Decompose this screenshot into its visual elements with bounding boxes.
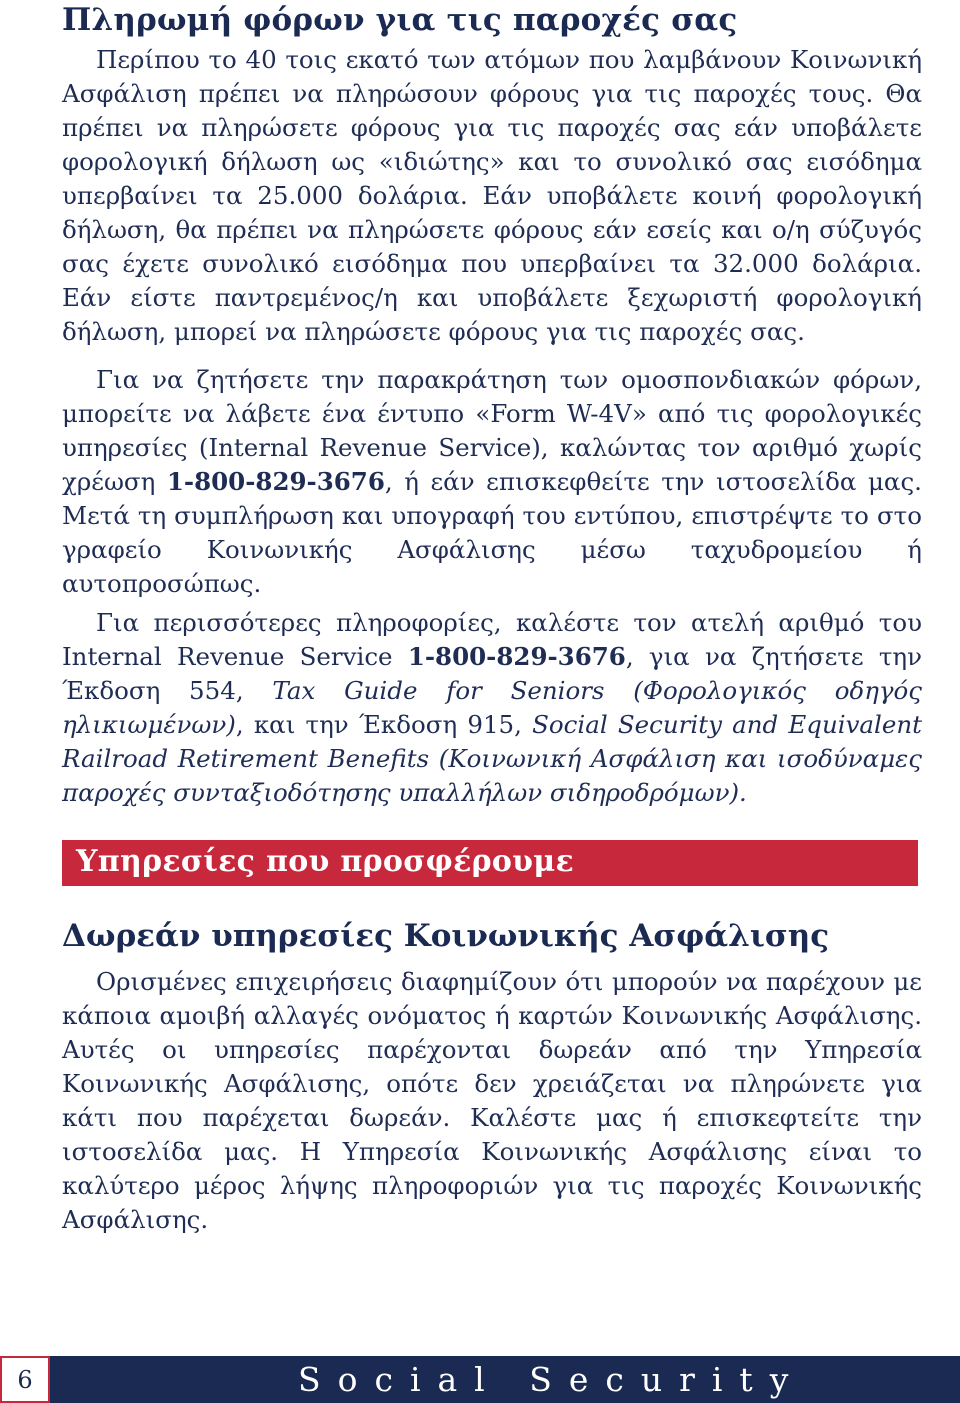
paragraph-withholding xyxy=(62,363,922,601)
footer-title: Social Security xyxy=(298,1360,806,1399)
paragraph-more-info-text-b: , για να ζητήσετε την Έκδοση 554, xyxy=(62,642,922,705)
paragraph-more-info-text-a: Για περισσότερες πληροφορίες, καλέστε τον ατελή αριθμό του Internal Revenue Service xyxy=(62,608,922,671)
publication-915-title: Social Security and Equivalent Railroad Retirement Benefits (Κοινωνική Ασφάλιση και ισοδύναμες παροχές συνταξιοδότησης υπαλλήλων σιδηροδρόμων). xyxy=(62,710,922,807)
paragraph-free-services: Ορισμένες επιχειρήσεις διαφημίζουν ότι μπορούν να παρέχουν με κάποια αμοιβή αλλαγές ονόματος ή καρτών Κοινωνικής Ασφάλισης. Αυτές οι υπηρεσίες παρέχονται δωρεάν από την Υπηρεσία Κοινωνικής Ασφάλισης, οπότε δεν χρειάζεται να πληρώνετε για κάτι που παρέχεται δωρεάν. Καλέστε μας ή επισκεφτείτε την ιστοσελίδα μας. Η Υπηρεσία Κοινωνικής Ασφάλισης είναι το καλύτερο μέρος λήψης πληροφοριών για τις παροχές Κοινωνικής Ασφάλισης. xyxy=(62,967,922,1234)
page-number: 6 xyxy=(17,1366,33,1394)
page-number-box xyxy=(0,1356,50,1403)
phone-number-irs: 1-800-829-3676 xyxy=(166,467,385,496)
paragraph-more-info-text-c: , και την Έκδοση 915, xyxy=(235,710,533,739)
publication-554-title: Tax Guide for Seniors (Φορολογικός οδηγός ηλικιωμένων) xyxy=(62,676,923,739)
phone-number-irs-2: 1-800-829-3676 xyxy=(407,642,626,671)
section-title-free-services: Δωρεάν υπηρεσίες Κοινωνικής Ασφάλισης xyxy=(62,918,830,954)
paragraph-withholding-text-b: , ή εάν επισκεφθείτε την ιστοσελίδα μας. Μετά τη συμπλήρωση και υπογραφή του εντύπου, επιστρέψτε το στο γραφείο Κοινωνικής Ασφάλισης μέσω ταχυδρομείου ή αυτοπροσώπως. xyxy=(62,467,922,598)
paragraph-withholding-text-a: Για να ζητήσετε την παρακράτηση των ομοσπονδιακών φόρων, μπορείτε να λάβετε ένα έντυπο «Form W-4V» από τις φορολογικές υπηρεσίες (Internal Revenue Service), καλώντας τον αριθμό χωρίς χρέωση xyxy=(62,365,922,496)
footer-bar xyxy=(50,1356,960,1403)
paragraph-more-info xyxy=(62,606,922,810)
banner-title: Υπηρεσίες που προσφέρουμε xyxy=(76,844,575,879)
section-banner xyxy=(62,840,918,886)
section-title-tax-payment: Πληρωμή φόρων για τις παροχές σας xyxy=(62,2,738,38)
paragraph-tax-intro: Περίπου το 40 τοις εκατό των ατόμων που λαμβάνουν Κοινωνική Ασφάλιση πρέπει να πληρώσουν φόρους για τις παροχές τους. Θα πρέπει να πληρώσετε φόρους για τις παροχές σας εάν υποβάλετε φορολογική δήλωση ως «ιδιώτης» και το συνολικό σας εισόδημα υπερβαίνει τα 25.000 δολάρια. Εάν υποβάλετε κοινή φορολογική δήλωση, θα πρέπει να πληρώσετε φόρους εάν εσείς και ο/η σύζυγός σας έχετε συνολικό εισόδημα που υπερβαίνει τα 32.000 δολάρια. Εάν είστε παντρεμένος/η και υποβάλετε ξεχωριστή φορολογική δήλωση, μπορεί να πληρώσετε φόρους για τις παροχές σας. xyxy=(62,45,922,346)
page-footer xyxy=(0,1356,960,1403)
